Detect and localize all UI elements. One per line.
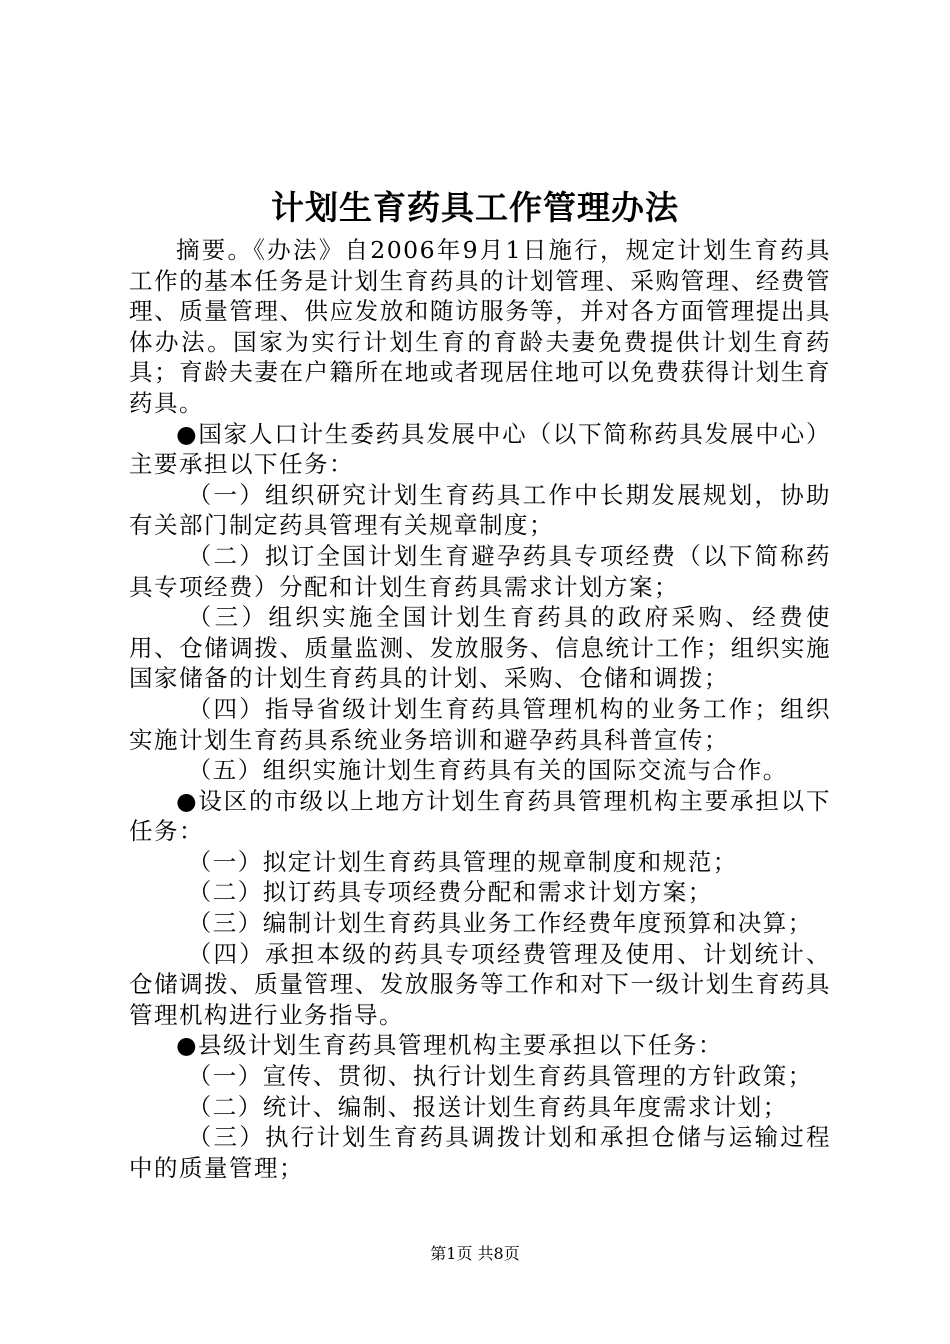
paragraph-item: （一）宣传、贯彻、执行计划生育药具管理的方针政策； [187,1062,813,1091]
paragraph-item: （二）拟订全国计划生育避孕药具专项经费（以下简称药具专项经费）分配和计划生育药具需求计划方案； [129,541,831,601]
page-footer: 第1页 共8页 [430,1244,520,1263]
paragraph-item: （三）执行计划生育药具调拨计划和承担仓储与运输过程中的质量管理； [129,1123,831,1182]
paragraph-item: （一）组织研究计划生育药具工作中长期发展规划，协助有关部门制定药具管理有关规章制度； [129,480,831,540]
paragraph-item: （四）指导省级计划生育药具管理机构的业务工作；组织实施计划生育药具系统业务培训和避孕药具科普宣传； [129,694,831,754]
paragraph-item: （四）承担本级的药具专项经费管理及使用、计划统计、仓储调拨、质量管理、发放服务等工作和对下一级计划生育药具管理机构进行业务指导。 [129,939,831,1029]
document-title: 计划生育药具工作管理办法 [271,188,679,227]
paragraph-item: （二）统计、编制、报送计划生育药具年度需求计划； [187,1092,788,1121]
paragraph-item: （五）组织实施计划生育药具有关的国际交流与合作。 [187,756,788,785]
paragraph-item: （二）拟订药具专项经费分配和需求计划方案； [187,878,713,907]
paragraph-item: （一）拟定计划生育药具管理的规章制度和规范； [187,847,738,876]
paragraph-item: （三）组织实施全国计划生育药具的政府采购、经费使用、仓储调拨、质量监测、发放服务、信息统计工作；组织实施国家储备的计划生育药具的计划、采购、仓储和调拨； [129,603,831,693]
paragraph-county-level-heading: ●县级计划生育药具管理机构主要承担以下任务： [176,1031,724,1060]
paragraph-item: （三）编制计划生育药具业务工作经费年度预算和决算； [187,909,813,938]
paragraph-national-center-heading: ●国家人口计生委药具发展中心（以下简称药具发展中心）主要承担以下任务： [129,419,831,479]
paragraph-city-level-heading: ●设区的市级以上地方计划生育药具管理机构主要承担以下任务： [129,786,831,846]
document-body [129,235,831,1183]
paragraph-abstract: 摘要。《办法》自2006年9月1日施行，规定计划生育药具工作的基本任务是计划生育药具的计划管理、采购管理、经费管理、质量管理、供应发放和随访服务等，并对各方面管理提出具体办法。国家为实行计划生育的育龄夫妻免费提供计划生育药具；育龄夫妻在户籍所在地或者现居住地可以免费获得计划生育药具。 [129,236,831,417]
